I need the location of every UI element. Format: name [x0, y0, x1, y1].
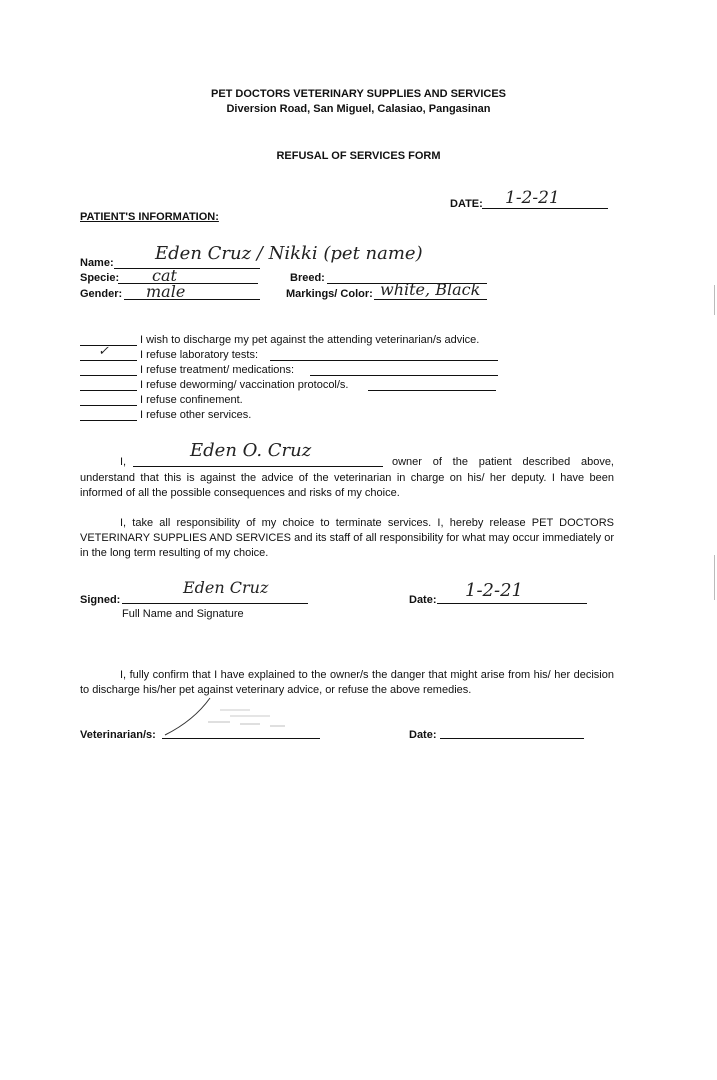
- option-3-blank[interactable]: [80, 375, 137, 376]
- gender-value: male: [146, 282, 186, 301]
- vet-label: Veterinarian/s:: [80, 729, 156, 741]
- gender-label: Gender:: [80, 288, 123, 300]
- option-4-text: I refuse deworming/ vaccination protocol/s.: [140, 379, 349, 391]
- option-2-fill-line: [270, 360, 498, 361]
- markings-value: white, Black: [380, 280, 481, 299]
- company-name: PET DOCTORS VETERINARY SUPPLIES AND SERVICES: [210, 88, 507, 100]
- owner-suffix: owner of the patient described above,: [392, 456, 614, 468]
- option-3-fill-line: [310, 375, 498, 376]
- option-1-text: I wish to discharge my pet against the attending veterinarian/s advice.: [140, 334, 480, 346]
- option-5-text: I refuse confinement.: [140, 394, 243, 406]
- date-top-value: 1-2-21: [505, 188, 560, 208]
- signed-line: [122, 603, 308, 604]
- scan-edge-mark: [714, 555, 715, 600]
- signed-date-value: 1-2-21: [465, 580, 523, 601]
- form-title: REFUSAL OF SERVICES FORM: [276, 150, 441, 162]
- date-top-line: [482, 208, 608, 209]
- date-top-label: DATE:: [450, 198, 483, 210]
- specie-value: cat: [152, 266, 177, 285]
- scan-edge-mark: [714, 285, 715, 315]
- responsibility-text: I, take all responsibility of my choice to terminate services. I, hereby release PET DOCTORS VETERINARY SUPPLIES AND SERVICES and its staff of all responsibility for what may occur immediately or in the long term resulting of my choice.: [80, 517, 614, 559]
- vet-confirm-text: I, fully confirm that I have explained to the owner/s the danger that might arise from his/ her decision to discharge his/her pet against veterinary advice, or refuse the above remedies.: [80, 669, 614, 696]
- option-6-text: I refuse other services.: [140, 409, 252, 421]
- gender-line: [124, 299, 260, 300]
- markings-label: Markings/ Color:: [286, 288, 373, 300]
- markings-line: [374, 299, 487, 300]
- owner-signature: Eden Cruz: [183, 578, 269, 597]
- owner-statement-text: understand that this is against the advice of the veterinarian in charge on his/ her deputy. I have been informed of all the possible consequences and risks of my choice.: [80, 472, 614, 499]
- owner-prefix: I,: [120, 456, 127, 468]
- signed-date-label: Date:: [409, 594, 437, 606]
- signed-caption: Full Name and Signature: [122, 608, 244, 620]
- patient-info-heading: PATIENT'S INFORMATION:: [80, 211, 219, 223]
- option-2-text: I refuse laboratory tests:: [140, 349, 258, 361]
- name-line: [114, 268, 260, 269]
- vet-date-label: Date:: [409, 729, 437, 741]
- option-3-text: I refuse treatment/ medications:: [140, 364, 295, 376]
- owner-name-line: [133, 466, 383, 467]
- option-4-fill-line: [368, 390, 496, 391]
- vet-date-line: [440, 738, 584, 739]
- vet-signature-scribble: [160, 690, 310, 740]
- option-6-blank[interactable]: [80, 420, 137, 421]
- specie-line: [118, 283, 258, 284]
- name-label: Name:: [80, 257, 114, 269]
- name-value: Eden Cruz / Nikki (pet name): [155, 243, 423, 264]
- owner-name-value: Eden O. Cruz: [190, 440, 312, 461]
- option-5-blank[interactable]: [80, 405, 137, 406]
- vet-signature-line: [162, 738, 320, 739]
- company-address: Diversion Road, San Miguel, Calasiao, Pangasinan: [226, 103, 491, 115]
- option-4-blank[interactable]: [80, 390, 137, 391]
- signed-date-line: [437, 603, 587, 604]
- option-2-mark: ✓: [98, 344, 109, 359]
- option-2-blank[interactable]: [80, 360, 137, 361]
- breed-label: Breed:: [290, 272, 325, 284]
- signed-label: Signed:: [80, 594, 121, 606]
- specie-label: Specie:: [80, 272, 120, 284]
